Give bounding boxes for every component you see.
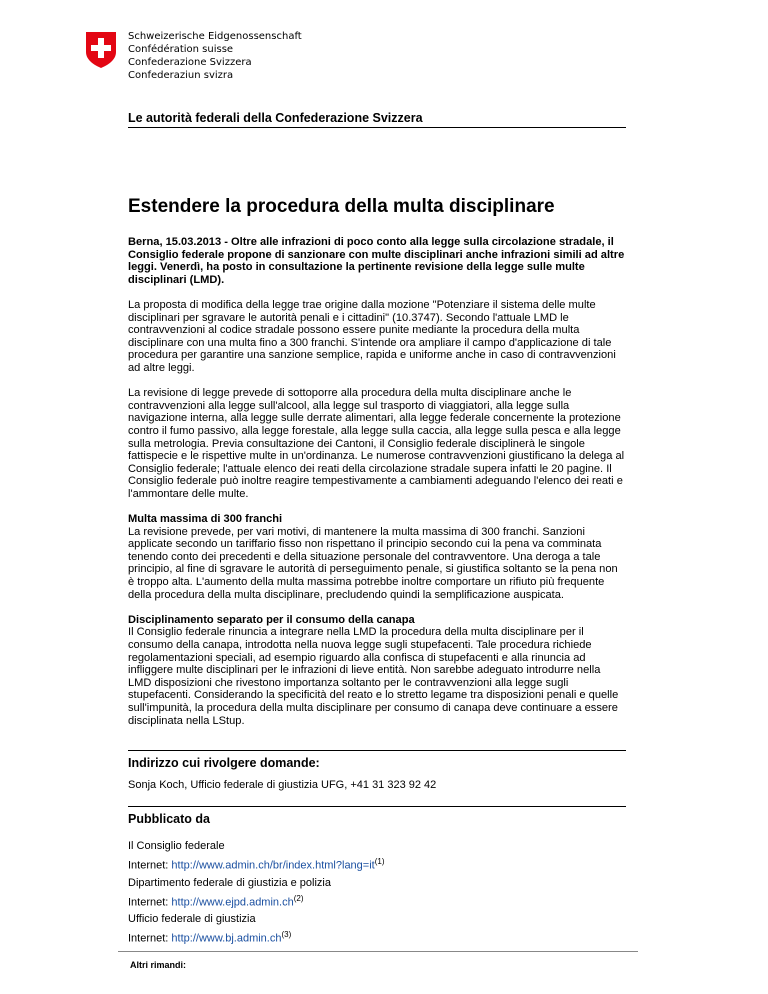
authority-heading: Le autorità federali della Confederazione Svizzera (128, 111, 626, 128)
lead-paragraph: Berna, 15.03.2013 - Oltre alle infrazioni di poco conto alla legge sulla circolazione stradale, il Consiglio federale propone di sanzionare con multe disciplinari anche infrazioni simili ad altre leggi. Venerdì, ha posto in consultazione la pertinente revisione della legge sulle multe disciplinari (LMD). (128, 236, 625, 286)
section-text: Il Consiglio federale rinuncia a integrare nella LMD la procedura della multa disciplinare per il consumo della canapa, introdotta nella nuova legge sugli stupefacenti. Tale procedura richiede regolamentazioni speciali, ad esempio riguardo alla confisca di stupefacenti e alla rinuncia ad infliggere multe disciplinari per le infrazioni di lieve entità. Non sarebbe adeguato introdurre nella LMD disposizioni che rivestono importanza soltanto per le contravvenzioni alla legge sugli stupefacenti. Considerando la specificità del reato e lo stretto legame tra disposizioni penali e quelle sull'impunità, la procedura della multa disciplinare per consumo di canapa deve continuare a essere disciplinata nella LStup. (128, 626, 619, 727)
footnote-ref: (3) (281, 930, 292, 939)
publisher-heading: Pubblicato da (128, 812, 210, 826)
link-bj[interactable]: http://www.bj.admin.ch (171, 932, 282, 945)
logo-line-it: Confederazione Svizzera (128, 57, 252, 68)
footnote-ref: (1) (374, 857, 385, 866)
logo-line-de: Schweizerische Eidgenossenschaft (128, 31, 302, 42)
paragraph: La revisione di legge prevede di sottoporre alla procedura della multa disciplinare anche le contravvenzioni alla legge sull'alcool, alla legge sul trasporto di viaggiatori, alla legge sulla navigazione interna, alla legge sulle derrate alimentari, alla legge federale concernente la protezione contro il fumo passivo, alla legge forestale, alla legge sulla caccia, alla legge sulla pesca e alla legge sulla metrologia. Previa consultazione dei Cantoni, il Consiglio federale disciplinerà le singole fattispecie e le rispettive multe in un'ordinanza. Le numerose contravvenzioni giustificano la delega al Consiglio federale; l'attuale elenco dei reati della circolazione stradale supera infatti le 20 pagine. Il Consiglio federale può inoltre reagire tempestivamente a cambiamenti adeguando l'elenco dei reati e l'ammontare delle multe. (128, 387, 625, 500)
publisher-name: Dipartimento federale di giustizia e polizia (128, 877, 331, 889)
logo-line-fr: Confédération suisse (128, 44, 234, 55)
swiss-flag-icon (86, 32, 116, 68)
publisher-name: Ufficio federale di giustizia (128, 913, 256, 925)
page-title: Estendere la procedura della multa disciplinare (128, 196, 555, 217)
section-cannabis (128, 614, 626, 727)
publisher-name: Il Consiglio federale (128, 840, 225, 852)
article-body (128, 236, 626, 740)
logo-line-rm: Confederaziun svizra (128, 70, 234, 81)
publisher-link-line (128, 894, 304, 909)
link-ejpd[interactable]: http://www.ejpd.admin.ch (171, 896, 294, 909)
internet-label: Internet: (128, 932, 172, 945)
footnote-ref: (2) (293, 894, 304, 903)
paragraph: La proposta di modifica della legge trae origine dalla mozione "Potenziare il sistema delle multe disciplinari per sgravare le autorità penali e i cittadini" (10.3747). Secondo l'attuale LMD le contravvenzioni al codice stradale possono essere punite mediante la procedura della multa disciplinare con una multa fino a 300 franchi. S'intende ora ampliare il campo d'applicazione di tale procedura per garantire una sanzione semplice, rapida e uniforme anche in caso di contravvenzioni ad altre leggi. (128, 298, 616, 374)
publisher-link-line (128, 857, 385, 872)
internet-label: Internet: (128, 896, 172, 909)
publisher-link-line (128, 930, 291, 945)
section-max-fine (128, 513, 626, 601)
section-heading: Disciplinamento separato per il consumo della canapa (128, 613, 415, 626)
internet-label: Internet: (128, 859, 172, 872)
section-text: La revisione prevede, per vari motivi, di mantenere la multa massima di 300 franchi. Sanzioni applicate secondo un tariffario fisso non rispettano il principio secondo cui la pena va comminata tenendo conto dei precedenti e della situazione personale del contravventore. Una deroga a tale principio, al fine di sgravare le autorità di perseguimento penale, si giustifica soltanto se la pena non è troppo alta. L'aumento della multa massima potrebbe inoltre comportare un rifiuto più frequente della procedura della multa disciplinare, precludendo quindi la semplificazione auspicata. (128, 525, 618, 601)
logo-text (128, 30, 328, 82)
footer-rimandi: Altri rimandi: (118, 951, 638, 970)
contact-text: Sonja Koch, Ufficio federale di giustizia UFG, +41 31 323 92 42 (128, 779, 437, 791)
section-heading: Multa massima di 300 franchi (128, 513, 283, 526)
contact-section (128, 750, 626, 791)
contact-heading: Indirizzo cui rivolgere domande: (128, 756, 320, 770)
publisher-section (128, 806, 626, 826)
link-federal-council[interactable]: http://www.admin.ch/br/index.html?lang=it (171, 859, 375, 872)
